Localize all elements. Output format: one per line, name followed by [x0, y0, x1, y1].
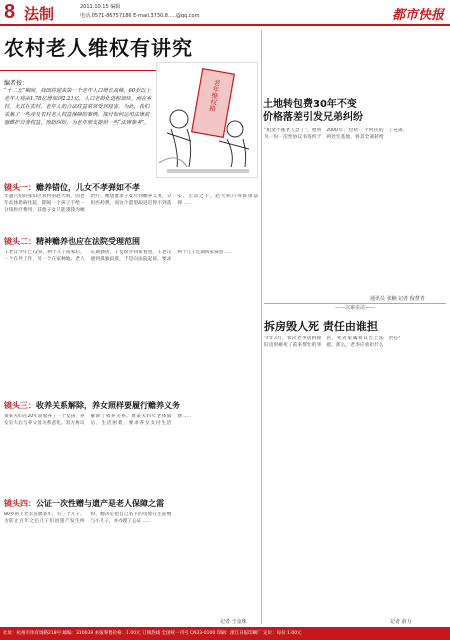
- cartoon-illustration: [156, 62, 258, 178]
- section-4-body: 80岁的王老太丧偶多年，有三个儿子。为防止百年之后儿子们因遗产发生纠纷，她决定把自己名下的房屋在生前赠与小儿子，并办理了公证……: [4, 512, 172, 524]
- section-1-heading: [4, 182, 140, 193]
- case-law-tagline: ——以案说法——: [264, 303, 446, 311]
- article2-headline-line2: 价格落差引发兄弟纠纷: [263, 112, 363, 123]
- section-3-body: 黄某夫妇在20年前收养了一个女孩，养女长大后与养父母关系恶化，双方协议解除了收养关系。黄某夫妇年老体弱后，生活困难，要求养女支付生活费……: [4, 414, 192, 426]
- contact-line: 电话.0571-86757186 E-mail.3730.8.....@qq.com: [80, 13, 200, 19]
- section-1-label: 镜头一：: [4, 183, 36, 192]
- section-3-label: 镜头三：: [4, 401, 36, 410]
- editor-note-label: 编者按：: [4, 80, 29, 87]
- masthead-logo: 都市快报: [391, 8, 444, 23]
- section-2-heading: [4, 236, 140, 247]
- section-3-title: 收养关系解除，养女照样要履行赡养义务: [36, 401, 180, 410]
- article1-signature: 记者 王金珠: [220, 619, 247, 625]
- article2-headline-line1: 土地转包费30年不变: [263, 99, 357, 110]
- section-4-title: 公证一次性赠与遗产是老人保障之需: [36, 499, 164, 508]
- section-3-heading: [4, 400, 180, 411]
- page-footer: 社址：杭州市体育场路218号 邮编：310039 本报零售价格：1.00元 订阅热线 全国统一刊号 CN33-0100 印刷：浙江日报印刷厂 定价：每份 1.00元: [0, 627, 450, 640]
- section-2-body: 王老汉今年已72岁，两个儿子成家后，一个在外工作，另一个在家种地。老人长期独居，子女很少回家看望，王老汉感到孤独寂寞，于是向法院起诉，要求两个儿子定期回家探望……: [4, 250, 233, 262]
- article3-body: 今年3月，农民老李因拆除旧房时砸死了前来帮忙的邻居，死者家属将其告上法庭。那么，老李应承担什么责任？: [264, 336, 403, 348]
- section-4-label: 镜头四：: [4, 499, 36, 508]
- section-1-body: 年逾六旬的张山区农村的赵大妈，因老年贫体患病住院，期间一个孩子不给一分钱医疗费用，其他子女只能凑钱为她治疗。她想要求子女尽到赡养义务，分担医药费，而这个愿望却迟迟得不到落实。无奈之下，赵大妈只得诉诸法律……: [4, 194, 258, 213]
- main-headline: 农村老人维权有讲究: [4, 36, 193, 60]
- section-2-title: 精神赡养也应在法院受理范围: [36, 237, 140, 246]
- page-number: 8: [4, 1, 16, 23]
- section-2-label: 镜头二：: [4, 237, 36, 246]
- sign-text: 老年维权路: [207, 78, 222, 113]
- page-header: [0, 0, 450, 26]
- article3-headline: 拆房毁人死 责任由谁担: [264, 320, 378, 333]
- section-4-heading: [4, 498, 164, 509]
- article3-signature: 记者 俞力: [390, 619, 412, 625]
- article2-headline: [263, 98, 363, 124]
- article2-signature: 通讯员 张楠 记者 倪慧青: [370, 296, 425, 302]
- date-line: 2011.10.15 编辑: [80, 4, 121, 10]
- article2-body: “租金不涨老人急了”，他将另一份一次性协议书签约于2000年，包括一个村民的两处宅基地，将其全部转给了兄弟。: [264, 128, 408, 140]
- section-name: 法制: [24, 5, 55, 23]
- section-1-title: 赡养错位，儿女不孝弹如不孝: [36, 183, 140, 192]
- editor-note-text: “十二五”期间，我国将迎来第一个老年人口增长高峰，60岁以上老年人将由1.78亿增加到2.21亿，人口老龄化进程加快。而在乡村，尤其在农村，老年人的合法权益常常受到侵害。为此，我们采集了一些涉及农村老人权益保障的案例，探讨如何运用法律武器维护自身权益，预防纠纷，为老年朋友提供一些“法律参考”。: [4, 88, 152, 126]
- column-divider: [261, 30, 262, 624]
